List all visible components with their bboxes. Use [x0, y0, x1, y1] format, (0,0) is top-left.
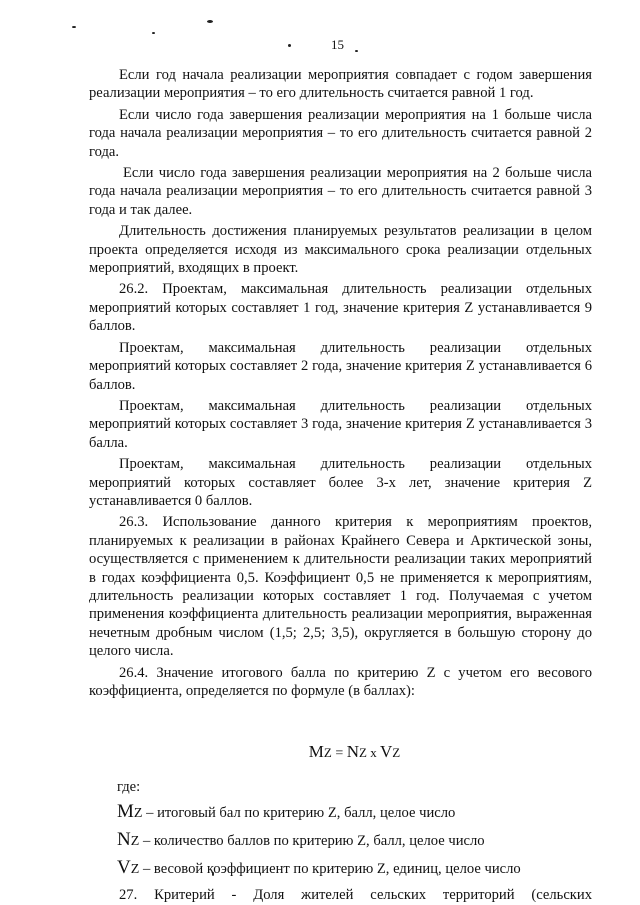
definition-symbol: M: [117, 801, 134, 823]
definition-item: [117, 858, 592, 880]
formula-v-sub: Z: [392, 745, 401, 761]
formula-n-sub: Z: [359, 745, 367, 761]
formula-m-sub: Z: [323, 745, 332, 761]
paragraph: 26.2. Проектам, максимальная длительность реализации отдельных мероприятий которых составляет 1 год, значение критерия Z устанавливается 9 баллов.: [89, 281, 592, 335]
document-body: [89, 66, 592, 905]
paragraph: Проектам, максимальная длительность реализации отдельных мероприятий которых составляет более 3-х лет, значение критерия Z устанавливается 0 баллов.: [89, 456, 592, 509]
definition-subscript: Z: [130, 862, 140, 878]
paragraph: Проектам, максимальная длительность реализации отдельных мероприятий которых составляет 3 года, значение критерия Z устанавливается 3 балла.: [89, 397, 592, 451]
definition-text: – итоговый бал по критерию Z, балл, целое число: [142, 805, 456, 822]
formula: [117, 743, 592, 763]
paragraph: 26.3. Использование данного критерия к мероприятиям проектов, планируемых к реализации в районах Крайнего Севера и Арктической зоны, осуществляется с применением к длительности реализации таких мероприятий в годах коэффициента 0,5. Коэффициент 0,5 не применяется к мероприятиям, длительность реализации которых составляет 1 год. Получаемая с учетом применения коэффициента длительность реализации мероприятия, выраженная нечетным дробным числом (1,5; 2,5; 3,5), округляется в большую сторону до целого числа.: [89, 514, 592, 660]
definition-symbol: V: [117, 857, 131, 879]
where-label: где:: [117, 778, 141, 795]
last-line: 27. Критерий - Доля жителей сельских территорий (сельских: [119, 887, 592, 904]
scan-speck: [152, 32, 155, 34]
scan-speck: [207, 20, 213, 23]
scan-speck: [72, 26, 76, 28]
definition-text: – весовой коэффициент по критерию Z, единиц, целое число: [139, 861, 521, 878]
page-number: 15: [331, 37, 344, 52]
paragraph: Если число года завершения реализации мероприятия на 1 больше числа года начала реализации мероприятия – то его длительность считается равной 2 года.: [89, 106, 592, 160]
formula-m: M: [308, 742, 324, 762]
paragraph: Проектам, максимальная длительность реализации отдельных мероприятий которых составляет 2 года, значение критерия Z устанавливается 6 баллов.: [89, 339, 592, 393]
formula-v: V: [379, 742, 393, 762]
definition-subscript: Z: [133, 806, 143, 822]
scan-speck: [288, 44, 291, 47]
definition-item: [117, 802, 592, 824]
paragraph: 26.4. Значение итогового балла по критерию Z с учетом его весового коэффициента, определяется по формуле (в баллах):: [89, 664, 592, 699]
paragraph: Длительность достижения планируемых результатов реализации в целом проекта определяется исходя из максимального срока реализации отдельных мероприятий, входящих в проект.: [89, 223, 592, 277]
paragraph: Если число года завершения реализации мероприятия на 2 больше числа года начала реализации мероприятия – то его длительность считается равной 3 года и так далее.: [89, 165, 592, 218]
definition-symbol: N: [117, 829, 131, 851]
paragraph: Если год начала реализации мероприятия совпадает с годом завершения реализации мероприятия – то его длительность считается равной 1 год.: [89, 67, 592, 102]
scan-speck: [355, 50, 358, 52]
formula-n: N: [346, 742, 360, 762]
definition-subscript: Z: [130, 834, 140, 850]
formula-equals: =: [331, 746, 347, 762]
definition-text: – количество баллов по критерию Z, балл, целое число: [139, 833, 485, 850]
formula-times: x: [366, 745, 380, 761]
definition-item: [117, 830, 592, 852]
